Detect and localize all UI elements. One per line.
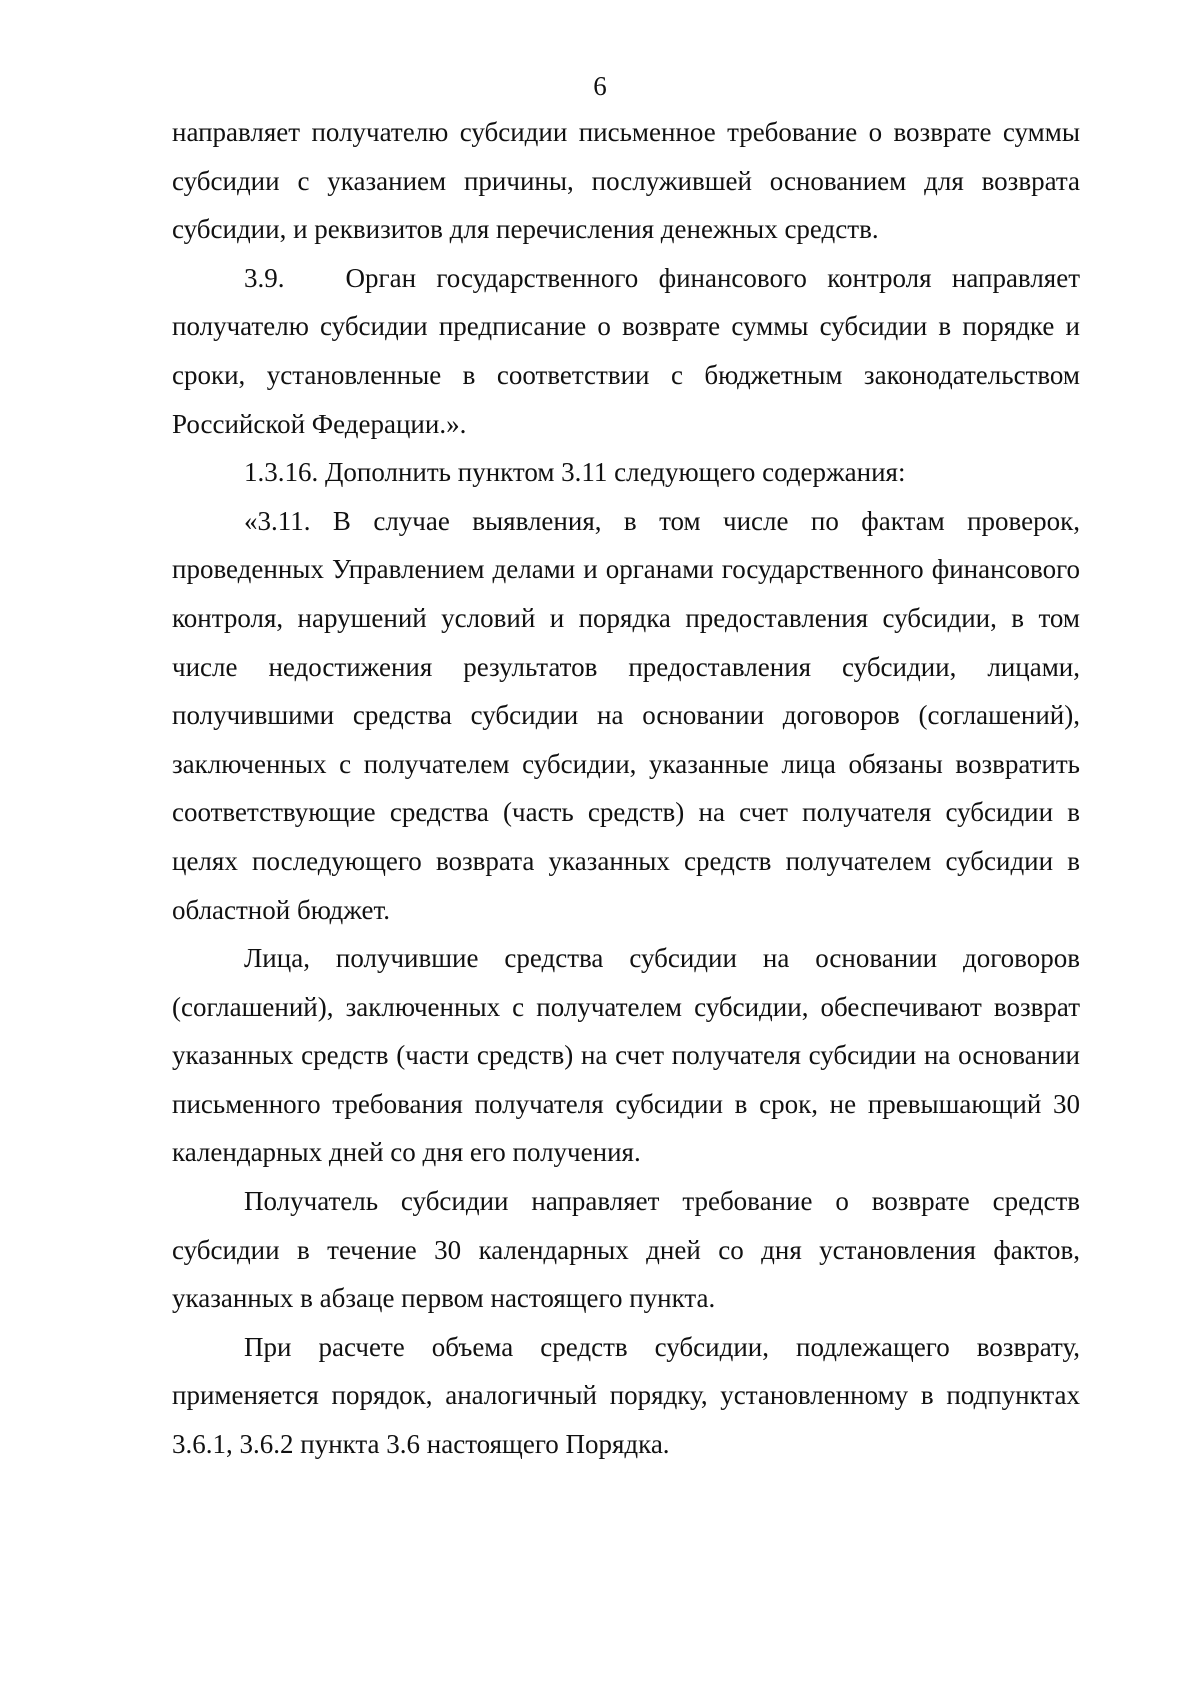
paragraph-persons-return: Лица, получившие средства субсидии на основании договоров (соглашений), заключенных с получателем субсидии, обеспечивают возврат указанных средств (части средств) на счет получателя субсидии на основании письменного требования получателя субсидии в срок, не превышающий 30 календарных дней со дня его получения. (172, 943, 1080, 1168)
paragraph-1-3-16: 1.3.16. Дополнить пунктом 3.11 следующего содержания: (244, 457, 906, 488)
paragraph-3-9: 3.9. Орган государственного финансового контроля направляет получателю субсидии предписание о возврате суммы субсидии в порядке и сроки, установленные в соответствии с бюджетным законодательством Российской Федерации.». (172, 262, 1080, 439)
page-number: 6 (593, 71, 607, 101)
paragraph-calculation: При расчете объема средств субсидии, подлежащего возврату, применяется порядок, аналогичный порядку, установленному в подпунктах 3.6.1, 3.6.2 пункта 3.6 настоящего Порядка. (172, 1331, 1080, 1460)
paragraph-recipient-demand: Получатель субсидии направляет требование о возврате средств субсидии в течение 30 календарных дней со дня установления фактов, указанных в абзаце первом настоящего пункта. (172, 1186, 1080, 1314)
paragraph-continuation: направляет получателю субсидии письменное требование о возврате суммы субсидии с указанием причины, послужившей основанием для возврата субсидии, и реквизитов для перечисления денежных средств. (172, 117, 1080, 245)
document-body (172, 108, 1080, 1469)
paragraph-3-11: «3.11. В случае выявления, в том числе по фактам проверок, проведенных Управлением делами и органами государственного финансового контроля, нарушений условий и порядка предоставления субсидии, в том числе недостижения результатов предоставления субсидии, лицами, получившими средства субсидии на основании договоров (соглашений), заключенных с получателем субсидии, указанные лица обязаны возвратить соответствующие средства (часть средств) на счет получателя субсидии в целях последующего возврата указанных средств получателем субсидии в областной бюджет. (172, 505, 1080, 925)
